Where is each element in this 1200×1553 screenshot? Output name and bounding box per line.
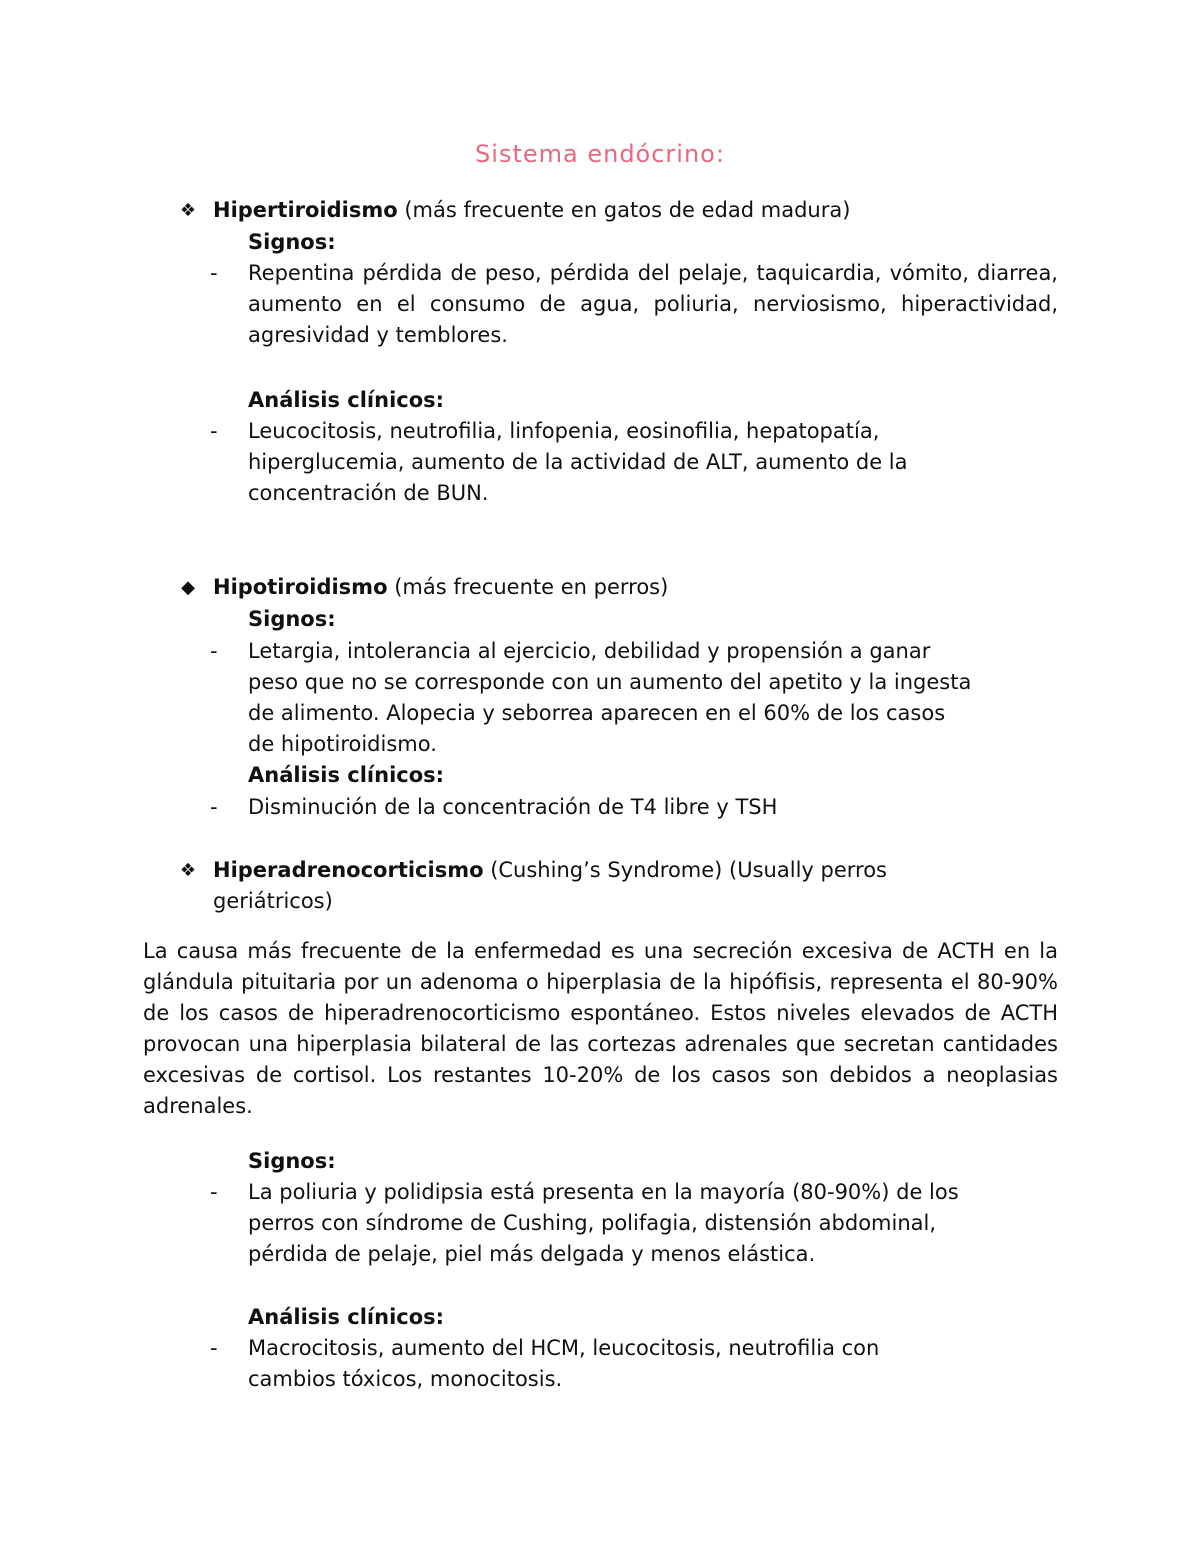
signs-label: Signos: — [248, 1149, 336, 1173]
signs-line: de alimento. Alopecia y seborrea aparecen en el 60% de los casos — [248, 701, 946, 725]
section-note-continued: geriátricos) — [213, 889, 333, 913]
analysis-line: hiperglucemia, aumento de la actividad de ALT, aumento de la — [248, 450, 908, 474]
signs-line: La poliuria y polidipsia está presenta en la mayoría (80-90%) de los — [248, 1180, 959, 1204]
signs-label: Signos: — [248, 607, 336, 631]
signs-line: Letargia, intolerancia al ejercicio, debilidad y propensión a ganar — [248, 639, 931, 663]
section-name: Hipertiroidismo — [213, 198, 398, 222]
dash-bullet-icon: - — [210, 419, 218, 443]
diamond-bullet-icon: ◆ — [181, 577, 195, 598]
section-note: (más frecuente en perros) — [394, 575, 669, 599]
dash-bullet-icon: - — [210, 795, 218, 819]
diamond-bullet-icon: ❖ — [179, 200, 197, 221]
analysis-label: Análisis clínicos: — [248, 763, 445, 787]
signs-line: pérdida de pelaje, piel más delgada y menos elástica. — [248, 1242, 816, 1266]
body-paragraph: La causa más frecuente de la enfermedad es una secreción excesiva de ACTH en la glándula pituitaria por un adenoma o hiperplasia de la hipófisis, representa el 80-90% de los casos de hiperadrenocorticismo espontáneo. Estos niveles elevados de ACTH provocan una hiperplasia bilateral de las cortezas adrenales que secretan cantidades excesivas de cortisol. Los restantes 10-20% de los casos son debidos a neoplasias adrenales. — [143, 939, 1058, 1118]
dash-bullet-icon: - — [210, 639, 218, 663]
signs-label: Signos: — [248, 230, 336, 254]
dash-bullet-icon: - — [210, 1336, 218, 1360]
analysis-label: Análisis clínicos: — [248, 1305, 445, 1329]
signs-line: peso que no se corresponde con un aumento del apetito y la ingesta — [248, 670, 972, 694]
analysis-label: Análisis clínicos: — [248, 388, 445, 412]
dash-bullet-icon: - — [210, 261, 218, 285]
section-heading — [213, 572, 668, 603]
signs-line: de hipotiroidismo. — [248, 732, 437, 756]
section-name: Hipotiroidismo — [213, 575, 388, 599]
section-name: Hiperadrenocorticismo — [213, 858, 484, 882]
section-heading — [213, 855, 887, 886]
analysis-line: concentración de BUN. — [248, 481, 489, 505]
section-note: (más frecuente en gatos de edad madura) — [404, 198, 851, 222]
signs-line: perros con síndrome de Cushing, polifagia, distensión abdominal, — [248, 1211, 937, 1235]
dash-bullet-icon: - — [210, 1180, 218, 1204]
diamond-bullet-icon: ❖ — [179, 860, 197, 881]
signs-text: Repentina pérdida de peso, pérdida del pelaje, taquicardia, vómito, diarrea, aumento en el consumo de agua, poliuria, nerviosismo, hiperactividad, agresividad y temblores. — [248, 261, 1058, 347]
section-heading — [213, 195, 850, 226]
analysis-line: Macrocitosis, aumento del HCM, leucocitosis, neutrofilia con — [248, 1336, 880, 1360]
analysis-line: cambios tóxicos, monocitosis. — [248, 1367, 563, 1391]
section-note: (Cushing’s Syndrome) (Usually perros — [490, 858, 887, 882]
page-title: Sistema endócrino: — [475, 140, 725, 168]
analysis-line: Leucocitosis, neutrofilia, linfopenia, eosinofilia, hepatopatía, — [248, 419, 880, 443]
analysis-line: Disminución de la concentración de T4 libre y TSH — [248, 795, 778, 819]
